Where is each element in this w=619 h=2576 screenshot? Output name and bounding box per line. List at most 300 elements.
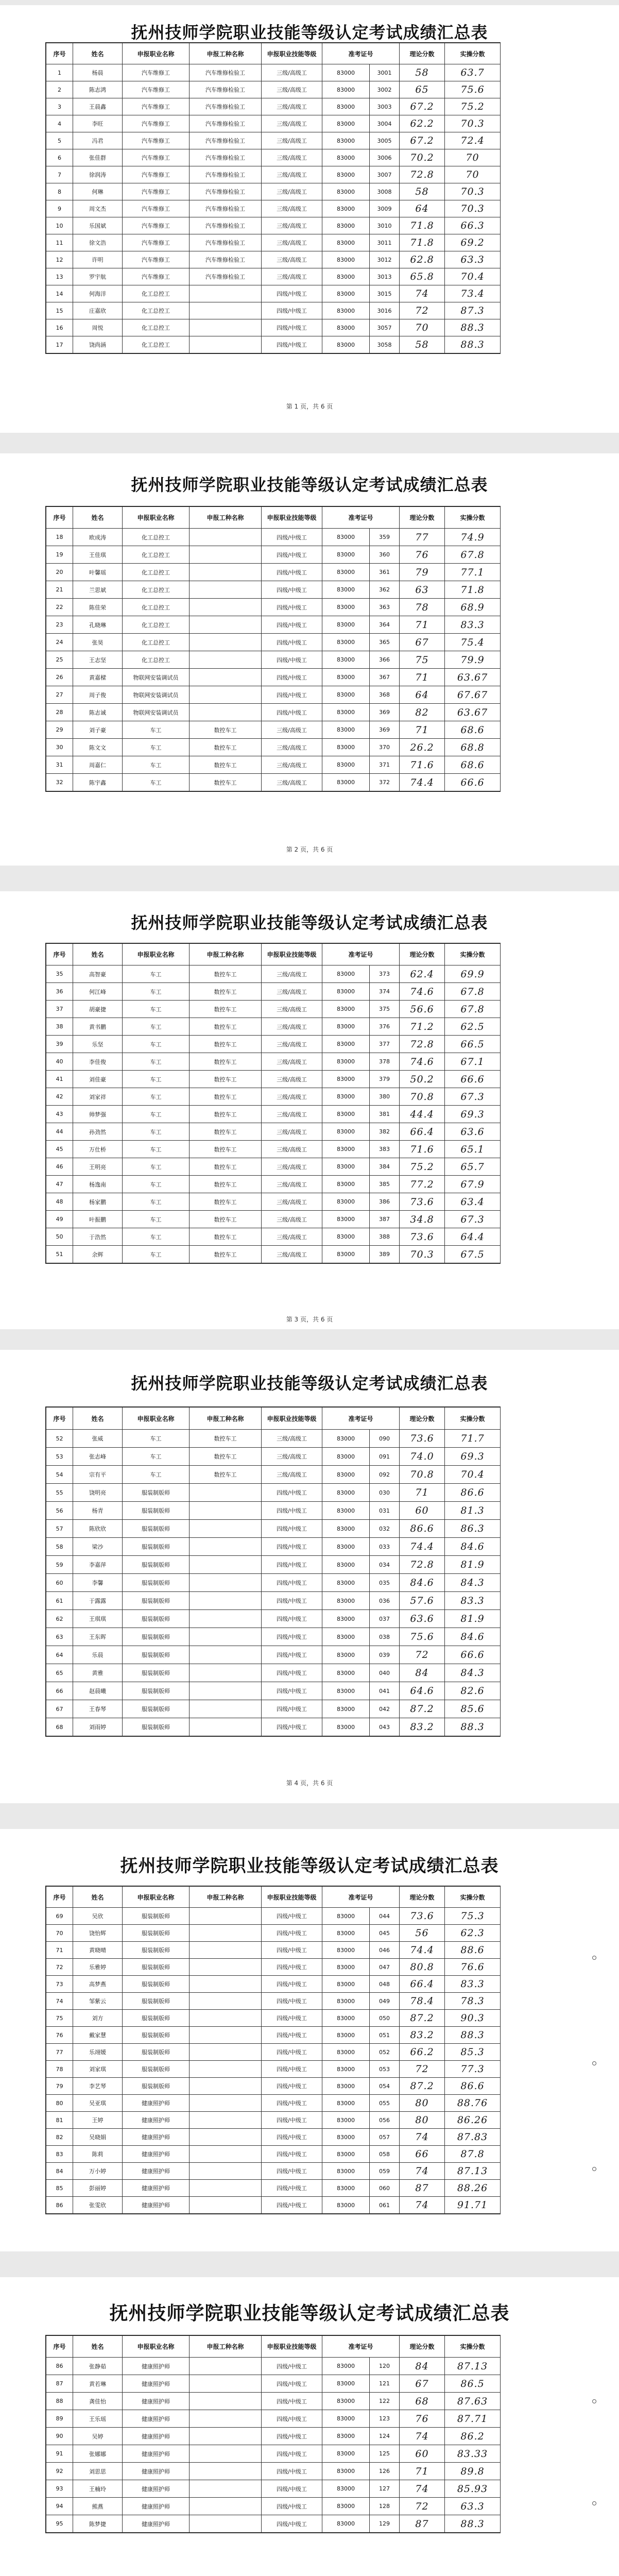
- ticket-number: 372: [370, 774, 400, 791]
- practical-score: 86.5: [445, 2375, 501, 2393]
- skill-level: 三级/高级工: [262, 1123, 322, 1141]
- theory-score: 65: [400, 81, 445, 98]
- exam-code: 83000: [322, 200, 370, 217]
- student-name: 饶怡辉: [73, 1925, 123, 1942]
- exam-code: 83000: [322, 2010, 370, 2027]
- practical-score: 81.9: [445, 1610, 501, 1628]
- theory-score: 71.6: [400, 1141, 445, 1158]
- table-row: [46, 2375, 501, 2393]
- skill-level: 四级/中级工: [262, 2180, 322, 2197]
- table-row: [46, 774, 501, 791]
- skill-level: 四级/中级工: [262, 1925, 322, 1942]
- exam-code: 83000: [322, 2146, 370, 2163]
- exam-code: 83000: [322, 1001, 370, 1018]
- job-type-name: [190, 651, 262, 669]
- exam-code: 83000: [322, 1646, 370, 1664]
- job-type-name: 数控车工: [190, 774, 262, 791]
- skill-level: 三级/高级工: [262, 1088, 322, 1106]
- occupation-name: 服装制版师: [123, 1646, 190, 1664]
- row-number: 50: [46, 1228, 73, 1246]
- ticket-number: 054: [370, 2078, 400, 2095]
- column-header: 实操分数: [445, 43, 501, 64]
- exam-code: 83000: [322, 1538, 370, 1556]
- theory-score: 70.8: [400, 1466, 445, 1484]
- exam-code: 83000: [322, 599, 370, 616]
- practical-score: 87.71: [445, 2410, 501, 2428]
- exam-code: 83000: [322, 1158, 370, 1176]
- skill-level: 四级/中级工: [262, 2112, 322, 2129]
- exam-code: 83000: [322, 2129, 370, 2146]
- occupation-name: 车工: [123, 1430, 190, 1448]
- occupation-name: 车工: [123, 1001, 190, 1018]
- table-header-row: [46, 1408, 501, 1430]
- row-number: 66: [46, 1682, 73, 1700]
- row-number: 65: [46, 1664, 73, 1682]
- skill-level: 三级/高级工: [262, 983, 322, 1001]
- job-type-name: [190, 2375, 262, 2393]
- theory-score: 74: [400, 2428, 445, 2445]
- practical-score: 66.6: [445, 774, 501, 791]
- skill-level: 四级/中级工: [262, 651, 322, 669]
- theory-score: 78: [400, 599, 445, 616]
- student-name: 陈莉: [73, 2146, 123, 2163]
- practical-score: 65.1: [445, 1141, 501, 1158]
- practical-score: 69.9: [445, 965, 501, 983]
- column-header: 申报职业技能等级: [262, 2336, 322, 2358]
- skill-level: 四级/中级工: [262, 581, 322, 599]
- theory-score: 73.6: [400, 1430, 445, 1448]
- occupation-name: 健康照护师: [123, 2375, 190, 2393]
- job-type-name: [190, 1976, 262, 1993]
- exam-code: 83000: [322, 166, 370, 183]
- table-row: [46, 1484, 501, 1502]
- table-row: [46, 581, 501, 599]
- practical-score: 75.6: [445, 81, 501, 98]
- theory-score: 78.4: [400, 1993, 445, 2010]
- practical-score: 68.6: [445, 756, 501, 774]
- student-name: 黄晓晴: [73, 1942, 123, 1959]
- practical-score: 75.3: [445, 1908, 501, 1925]
- student-name: 于浩然: [73, 1228, 123, 1246]
- column-header: 理论分数: [400, 1887, 445, 1908]
- ticket-number: 389: [370, 1246, 400, 1263]
- job-type-name: 数控车工: [190, 756, 262, 774]
- exam-code: 83000: [322, 2463, 370, 2480]
- exam-code: 83000: [322, 1959, 370, 1976]
- exam-code: 83000: [322, 1228, 370, 1246]
- column-header: 申报职业名称: [123, 43, 190, 64]
- theory-score: 77: [400, 529, 445, 546]
- skill-level: 三级/高级工: [262, 965, 322, 983]
- practical-score: 78.3: [445, 1993, 501, 2010]
- theory-score: 67: [400, 634, 445, 651]
- student-name: 刘家琪: [73, 2061, 123, 2078]
- row-number: 9: [46, 200, 73, 217]
- table-row: [46, 336, 501, 353]
- occupation-name: 车工: [123, 774, 190, 791]
- table-row: [46, 1942, 501, 1959]
- theory-score: 74: [400, 2163, 445, 2180]
- theory-score: 72.8: [400, 166, 445, 183]
- skill-level: 三级/高级工: [262, 774, 322, 791]
- column-header: 准考证号: [322, 507, 400, 529]
- student-name: 黄书鹏: [73, 1018, 123, 1036]
- occupation-name: 车工: [123, 1211, 190, 1228]
- student-name: 李嘉萍: [73, 1556, 123, 1574]
- practical-score: 67.67: [445, 686, 501, 704]
- student-name: 乐晨: [73, 1646, 123, 1664]
- table-row: [46, 217, 501, 234]
- skill-level: 三级/高级工: [262, 1246, 322, 1263]
- row-number: 67: [46, 1700, 73, 1718]
- row-number: 84: [46, 2163, 73, 2180]
- row-number: 19: [46, 546, 73, 564]
- job-type-name: [190, 564, 262, 581]
- row-number: 43: [46, 1106, 73, 1123]
- ticket-number: 381: [370, 1106, 400, 1123]
- row-number: 36: [46, 983, 73, 1001]
- exam-code: 83000: [322, 721, 370, 739]
- column-header: 序号: [46, 2336, 73, 2358]
- ticket-number: 371: [370, 756, 400, 774]
- binder-hole: [592, 2061, 596, 2065]
- student-name: 陈文文: [73, 739, 123, 756]
- table-row: [46, 2515, 501, 2533]
- skill-level: 四级/中级工: [262, 2480, 322, 2498]
- student-name: 黄嘉樑: [73, 669, 123, 686]
- theory-score: 44.4: [400, 1106, 445, 1123]
- table-row: [46, 268, 501, 285]
- table-row: [46, 1682, 501, 1700]
- exam-code: 83000: [322, 1628, 370, 1646]
- practical-score: 84.3: [445, 1664, 501, 1682]
- student-name: 黄若琳: [73, 2375, 123, 2393]
- exam-code: 83000: [322, 704, 370, 721]
- row-number: 60: [46, 1574, 73, 1592]
- ticket-number: 3011: [370, 234, 400, 251]
- job-type-name: 汽车维修检验工: [190, 217, 262, 234]
- exam-code: 83000: [322, 1664, 370, 1682]
- theory-score: 87.2: [400, 2010, 445, 2027]
- skill-level: 四级/中级工: [262, 1976, 322, 1993]
- job-type-name: 汽车维修检验工: [190, 251, 262, 268]
- practical-score: 86.2: [445, 2428, 501, 2445]
- student-name: 罗宇航: [73, 268, 123, 285]
- ticket-number: 053: [370, 2061, 400, 2078]
- binder-hole: [592, 2501, 596, 2505]
- table-row: [46, 739, 501, 756]
- ticket-number: 368: [370, 686, 400, 704]
- column-header: 理论分数: [400, 2336, 445, 2358]
- table-row: [46, 1246, 501, 1263]
- occupation-name: 服装制版师: [123, 2078, 190, 2095]
- practical-score: 83.3: [445, 1592, 501, 1610]
- column-header: 序号: [46, 944, 73, 965]
- row-number: 32: [46, 774, 73, 791]
- theory-score: 64: [400, 200, 445, 217]
- job-type-name: [190, 1646, 262, 1664]
- table-row: [46, 1053, 501, 1071]
- column-header: 申报职业名称: [123, 507, 190, 529]
- table-row: [46, 1018, 501, 1036]
- row-number: 77: [46, 2044, 73, 2061]
- skill-level: 三级/高级工: [262, 1466, 322, 1484]
- row-number: 57: [46, 1520, 73, 1538]
- exam-code: 83000: [322, 1592, 370, 1610]
- ticket-number: 044: [370, 1908, 400, 1925]
- student-name: 何江峰: [73, 983, 123, 1001]
- theory-score: 73.6: [400, 1228, 445, 1246]
- ticket-number: 129: [370, 2515, 400, 2533]
- exam-code: 83000: [322, 1053, 370, 1071]
- practical-score: 63.3: [445, 2498, 501, 2515]
- job-type-name: 数控车工: [190, 983, 262, 1001]
- row-number: 48: [46, 1193, 73, 1211]
- column-header: 申报职业名称: [123, 944, 190, 965]
- theory-score: 84.6: [400, 1574, 445, 1592]
- exam-code: 83000: [322, 2428, 370, 2445]
- row-number: 79: [46, 2078, 73, 2095]
- table-row: [46, 1976, 501, 1993]
- practical-score: 67.8: [445, 983, 501, 1001]
- theory-score: 70.2: [400, 149, 445, 166]
- exam-code: 83000: [322, 234, 370, 251]
- job-type-name: [190, 686, 262, 704]
- student-name: 王明亮: [73, 1158, 123, 1176]
- skill-level: 四级/中级工: [262, 546, 322, 564]
- table-row: [46, 1574, 501, 1592]
- theory-score: 74.4: [400, 1538, 445, 1556]
- ticket-number: 360: [370, 546, 400, 564]
- row-number: 89: [46, 2410, 73, 2428]
- student-name: 周悦: [73, 319, 123, 336]
- student-name: 戴家慧: [73, 2027, 123, 2044]
- job-type-name: [190, 2515, 262, 2533]
- exam-code: 83000: [322, 1141, 370, 1158]
- job-type-name: [190, 2163, 262, 2180]
- exam-code: 83000: [322, 1071, 370, 1088]
- student-name: 周文杰: [73, 200, 123, 217]
- page-footer: 第 4 页，共 6 页: [286, 1780, 333, 1787]
- theory-score: 87.2: [400, 2078, 445, 2095]
- occupation-name: 服装制版师: [123, 1976, 190, 1993]
- score-table: [46, 1886, 501, 2214]
- occupation-name: 汽车维修工: [123, 64, 190, 81]
- ticket-number: 383: [370, 1141, 400, 1158]
- practical-score: 66.5: [445, 1036, 501, 1053]
- row-number: 72: [46, 1959, 73, 1976]
- job-type-name: 数控车工: [190, 1430, 262, 1448]
- table-row: [46, 200, 501, 217]
- binder-hole: [592, 1956, 596, 1960]
- job-type-name: [190, 2428, 262, 2445]
- exam-code: 83000: [322, 217, 370, 234]
- page-footer: 第 2 页，共 6 页: [286, 846, 333, 853]
- job-type-name: 数控车工: [190, 1123, 262, 1141]
- job-type-name: [190, 1682, 262, 1700]
- occupation-name: 化工总控工: [123, 581, 190, 599]
- theory-score: 74: [400, 2480, 445, 2498]
- job-type-name: [190, 1628, 262, 1646]
- practical-score: 67.1: [445, 1053, 501, 1071]
- theory-score: 79: [400, 564, 445, 581]
- ticket-number: 124: [370, 2428, 400, 2445]
- skill-level: 三级/高级工: [262, 1158, 322, 1176]
- job-type-name: 汽车维修检验工: [190, 132, 262, 149]
- student-name: 许明: [73, 251, 123, 268]
- job-type-name: [190, 1538, 262, 1556]
- row-number: 29: [46, 721, 73, 739]
- practical-score: 83.3: [445, 616, 501, 634]
- skill-level: 三级/高级工: [262, 64, 322, 81]
- score-table-frame: [45, 943, 501, 1264]
- ticket-number: 370: [370, 739, 400, 756]
- occupation-name: 健康照护师: [123, 2515, 190, 2533]
- table-row: [46, 81, 501, 98]
- ticket-number: 3001: [370, 64, 400, 81]
- row-number: 5: [46, 132, 73, 149]
- student-name: 张娜娜: [73, 2445, 123, 2463]
- student-name: 邹紫云: [73, 1993, 123, 2010]
- skill-level: 三级/高级工: [262, 149, 322, 166]
- practical-score: 65.7: [445, 1158, 501, 1176]
- exam-code: 83000: [322, 183, 370, 200]
- row-number: 76: [46, 2027, 73, 2044]
- theory-score: 72: [400, 1646, 445, 1664]
- table-row: [46, 616, 501, 634]
- student-name: 乐坚: [73, 1036, 123, 1053]
- row-number: 53: [46, 1448, 73, 1466]
- job-type-name: [190, 581, 262, 599]
- job-type-name: [190, 336, 262, 353]
- student-name: 兰思斌: [73, 581, 123, 599]
- ticket-number: 061: [370, 2197, 400, 2214]
- occupation-name: 车工: [123, 1036, 190, 1053]
- exam-code: 83000: [322, 529, 370, 546]
- job-type-name: [190, 2445, 262, 2463]
- ticket-number: 3008: [370, 183, 400, 200]
- row-number: 47: [46, 1176, 73, 1193]
- occupation-name: 车工: [123, 983, 190, 1001]
- job-type-name: [190, 2078, 262, 2095]
- student-name: 陈宇鑫: [73, 774, 123, 791]
- job-type-name: 数控车工: [190, 1228, 262, 1246]
- student-name: 刘思思: [73, 2463, 123, 2480]
- page-title: 抚州技师学院职业技能等级认定考试成绩汇总表: [131, 913, 488, 933]
- page-title: 抚州技师学院职业技能等级认定考试成绩汇总表: [131, 1374, 488, 1393]
- skill-level: 四级/中级工: [262, 2445, 322, 2463]
- skill-level: 三级/高级工: [262, 721, 322, 739]
- page-6: [0, 2277, 619, 2576]
- theory-score: 73.6: [400, 1193, 445, 1211]
- student-name: 王琪琪: [73, 1610, 123, 1628]
- skill-level: 四级/中级工: [262, 1610, 322, 1628]
- column-header: 实操分数: [445, 1887, 501, 1908]
- row-number: 11: [46, 234, 73, 251]
- page-title: 抚州技师学院职业技能等级认定考试成绩汇总表: [131, 475, 488, 495]
- exam-code: 83000: [322, 132, 370, 149]
- occupation-name: 服装制版师: [123, 1610, 190, 1628]
- ticket-number: 361: [370, 564, 400, 581]
- table-row: [46, 686, 501, 704]
- practical-score: 86.6: [445, 1484, 501, 1502]
- page-title: 抚州技师学院职业技能等级认定考试成绩汇总表: [131, 23, 488, 42]
- table-row: [46, 2044, 501, 2061]
- row-number: 14: [46, 285, 73, 302]
- occupation-name: 健康照护师: [123, 2197, 190, 2214]
- practical-score: 68.8: [445, 739, 501, 756]
- ticket-number: 050: [370, 2010, 400, 2027]
- skill-level: 四级/中级工: [262, 1574, 322, 1592]
- student-name: 张昊: [73, 634, 123, 651]
- row-number: 45: [46, 1141, 73, 1158]
- column-header: 姓名: [73, 944, 123, 965]
- job-type-name: [190, 1556, 262, 1574]
- exam-code: 83000: [322, 564, 370, 581]
- practical-score: 77.1: [445, 564, 501, 581]
- table-row: [46, 2463, 501, 2480]
- job-type-name: 数控车工: [190, 1193, 262, 1211]
- table-row: [46, 1123, 501, 1141]
- skill-level: 四级/中级工: [262, 2428, 322, 2445]
- student-name: 王春琴: [73, 1700, 123, 1718]
- exam-code: 83000: [322, 1908, 370, 1925]
- practical-score: 79.9: [445, 651, 501, 669]
- occupation-name: 服装制版师: [123, 1908, 190, 1925]
- ticket-number: 3009: [370, 200, 400, 217]
- job-type-name: [190, 704, 262, 721]
- job-type-name: [190, 302, 262, 319]
- row-number: 26: [46, 669, 73, 686]
- exam-code: 83000: [322, 2180, 370, 2197]
- theory-score: 60: [400, 2445, 445, 2463]
- student-name: 张志峰: [73, 1448, 123, 1466]
- row-number: 90: [46, 2428, 73, 2445]
- job-type-name: 数控车工: [190, 1448, 262, 1466]
- job-type-name: 汽车维修检验工: [190, 268, 262, 285]
- job-type-name: [190, 1959, 262, 1976]
- job-type-name: 汽车维修检验工: [190, 81, 262, 98]
- page-1: [0, 5, 619, 433]
- student-name: 宗有平: [73, 1466, 123, 1484]
- occupation-name: 健康照护师: [123, 2445, 190, 2463]
- ticket-number: 369: [370, 704, 400, 721]
- student-name: 刘子豪: [73, 721, 123, 739]
- student-name: 饶尚涵: [73, 336, 123, 353]
- student-name: 王婷: [73, 2112, 123, 2129]
- student-name: 陈梦捷: [73, 2515, 123, 2533]
- student-name: 梁沙: [73, 1538, 123, 1556]
- occupation-name: 汽车维修工: [123, 132, 190, 149]
- ticket-number: 056: [370, 2112, 400, 2129]
- occupation-name: 服装制版师: [123, 1502, 190, 1520]
- row-number: 61: [46, 1592, 73, 1610]
- occupation-name: 车工: [123, 1123, 190, 1141]
- theory-score: 72: [400, 2498, 445, 2515]
- column-header: 申报工种名称: [190, 43, 262, 64]
- theory-score: 67.2: [400, 98, 445, 115]
- theory-score: 26.2: [400, 739, 445, 756]
- exam-code: 83000: [322, 2061, 370, 2078]
- column-header: 申报工种名称: [190, 2336, 262, 2358]
- job-type-name: [190, 634, 262, 651]
- table-row: [46, 2027, 501, 2044]
- score-table-frame: [45, 1886, 501, 2214]
- ticket-number: 387: [370, 1211, 400, 1228]
- ticket-number: 092: [370, 1466, 400, 1484]
- theory-score: 62.4: [400, 965, 445, 983]
- practical-score: 88.76: [445, 2095, 501, 2112]
